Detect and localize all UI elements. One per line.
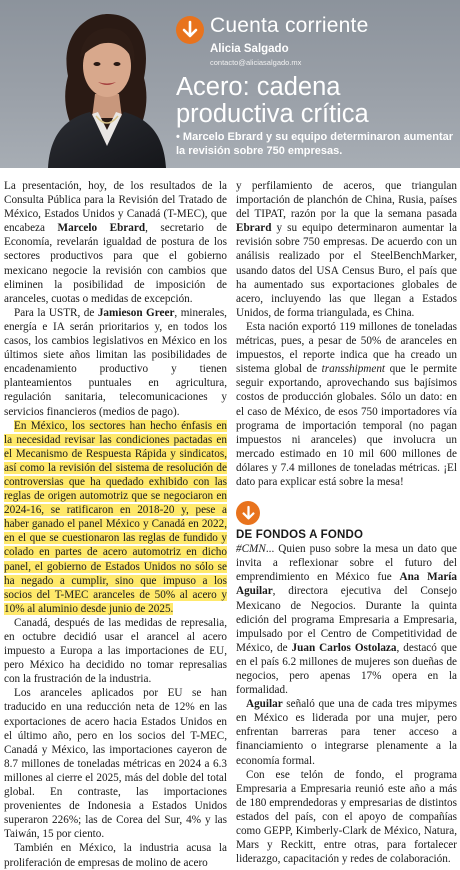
paragraph: Los aranceles aplicados por EU se han traducido en una reducción neta de 12% en las exportaciones de acero hacia Estados Unidos en el último año, pero en los socios del T-MEC, Canadá y México, las importaciones cayeron de 8.7 millones de toneladas métricas en 2024 a 6.3 millones al cierre el 2025, más del doble del total global. En contraste, las importaciones provenientes de Indonesia a Estados Unidos superaron 226%; las de Corea del Sur, 4% y las Taiwán, 15 por ciento. [4, 687, 227, 841]
paragraph: #CMN... Quien puso sobre la mesa un dato que invita a reflexionar sobre el futuro del emprendimiento en México fue Ana María Aguilar, directora ejecutiva del Consejo Mexicano de Negocios. Durante la quinta edición del programa Empresaria a Empresaria, impulsado por el Centro de Competitividad de México, de Juan Carlos Ostolaza, destacó que en el país 6.2 millones de mujeres son dueñas de negocios, pero apenas 17% opera en la formalidad. [236, 543, 458, 697]
paragraph: Canadá, después de las medidas de represalia, en octubre decidió usar el arancel al acero impuesto a Europa a las importaciones de EU, pero México ha decidido no tomar represalias con la frustración de la industria. [4, 616, 227, 686]
column-header [0, 0, 460, 168]
paragraph: Para la USTR, de Jamieson Greer, minerales, energía e IA serán prioritarios y, en todos los casos, los cambios legislativos en México en los últimos siete años limitan las posibilidades de encadenamiento productivo y tienen planteamientos puntuales en agricultura, regulación sanitaria, telecomunicaciones y servicios financieros (medios de pago). [4, 306, 227, 418]
person-name: Ebrard [236, 222, 272, 235]
headline: Acero: cadena productiva crítica [176, 73, 369, 128]
hashtag: #CMN [236, 543, 266, 556]
paragraph: y perfilamiento de aceros, que triangulan importación de planchón de China, Rusia, países del TIPAT, razón por la que la semana pasada Ebrard y su equipo determinaron aumentar la revisión sobre 750 empresas. De acuerdo con un análisis realizado por el SteelBenchMarker, usando datos del USA Census Buro, el país que ha aumentado sus exportaciones globales de acero, incluyendo las que llegan a Estados Unidos, de forma triangulada, es China. [236, 180, 457, 319]
paragraph: También en México, la industria acusa la proliferación de empresas de molino de acero [4, 842, 227, 869]
author-name: Alicia Salgado [210, 43, 289, 55]
paragraph: Esta nación exportó 119 millones de toneladas métricas, pues, a pesar de 50% de aranceles en impuestos, el reporte indica que ha creado un sistema global de transshipment que le permite seguir exportando, aprovechando sus bajísimos costos de producción globales. Sólo un dato: en el caso de México, de esos 750 importadores vía programa de importación temporal (no pagan impuestos ni aranceles) que involucra un mercado estimado en 10 mil 600 millones de dólares y 7.4 millones de toneladas métricas. ¡El dato para explicar está sobre la mesa! [236, 320, 457, 488]
person-name: Marcelo Ebrard [57, 222, 146, 235]
author-photo [40, 6, 170, 168]
paragraph: Aguilar señaló que una de cada tres mipymes en México es liderada por una mujer, pero enfrentan barreras para tener acceso a financiamiento o integrarse plenamente a la economía formal. [236, 698, 457, 767]
person-name: Jamieson Greer [97, 306, 175, 319]
column-name: Cuenta corriente [210, 14, 369, 37]
person-name: Ana María Aguilar [236, 571, 458, 598]
arrow-down-icon [236, 501, 260, 525]
left-column [4, 179, 227, 870]
paragraph: Con ese telón de fondo, el programa Empresaria a Empresaria reunió este año a más de 180 emprendedoras y empresarias de distintos estados del país, con el apoyo de compañías como GEPP, Kimberly-Clark de México, Natura, Mars y Reckitt, entre otras, para fortalecer liderazgo, capacitación y redes de colaboración. [236, 768, 457, 866]
highlighted-paragraph: En México, los sectores han hecho énfasis en la necesidad revisar las condiciones pactadas en el Mecanismo de Respuesta Rápida y sindicatos, así como la revisión del sistema de resolución de controversias que ha quedado exhibido con las reglas de origen automotriz que se negociaron en 2024-16, se ratificaron en 2018-20 y, pese a haber ganado el panel México y Canadá en 2022, en el que se cuestionaron las reglas de fundido y colado en partes de acero automotriz en dicho panel, el gobierno de Estados Unidos no sólo se ha negado a cumplir, sino que impuso a los socios del T-MEC aranceles de 50% al acero y 10% al aluminio desde junio de 2025. [4, 419, 227, 615]
italic-term: transshipment [321, 363, 386, 376]
person-name: Juan Carlos Ostolaza [291, 641, 397, 654]
arrow-down-icon [176, 16, 204, 44]
right-column [236, 179, 457, 866]
person-name: Aguilar [246, 698, 283, 711]
author-email[interactable]: contacto@aliciasalgado.mx [210, 58, 302, 67]
deck-subtitle: • Marcelo Ebrard y su equipo determinaron aumentar la revisión sobre 750 empresas. [176, 131, 454, 157]
paragraph: La presentación, hoy, de los resultados de la Consulta Pública para la Revisión del Tratado de México, Estados Unidos y Canadá (T-MEC), que encabeza Marcelo Ebrard, secretario de Economía, revelarán igualdad de postura de los sectores productivos para que el gobierno mexicano negocie la revisión con cambios que eliminen la posibilidad de imposición de aranceles, cuotas o medidas de excepción. [4, 180, 227, 305]
section-title: DE FONDOS A FONDO [236, 529, 364, 542]
section-header [236, 501, 457, 542]
